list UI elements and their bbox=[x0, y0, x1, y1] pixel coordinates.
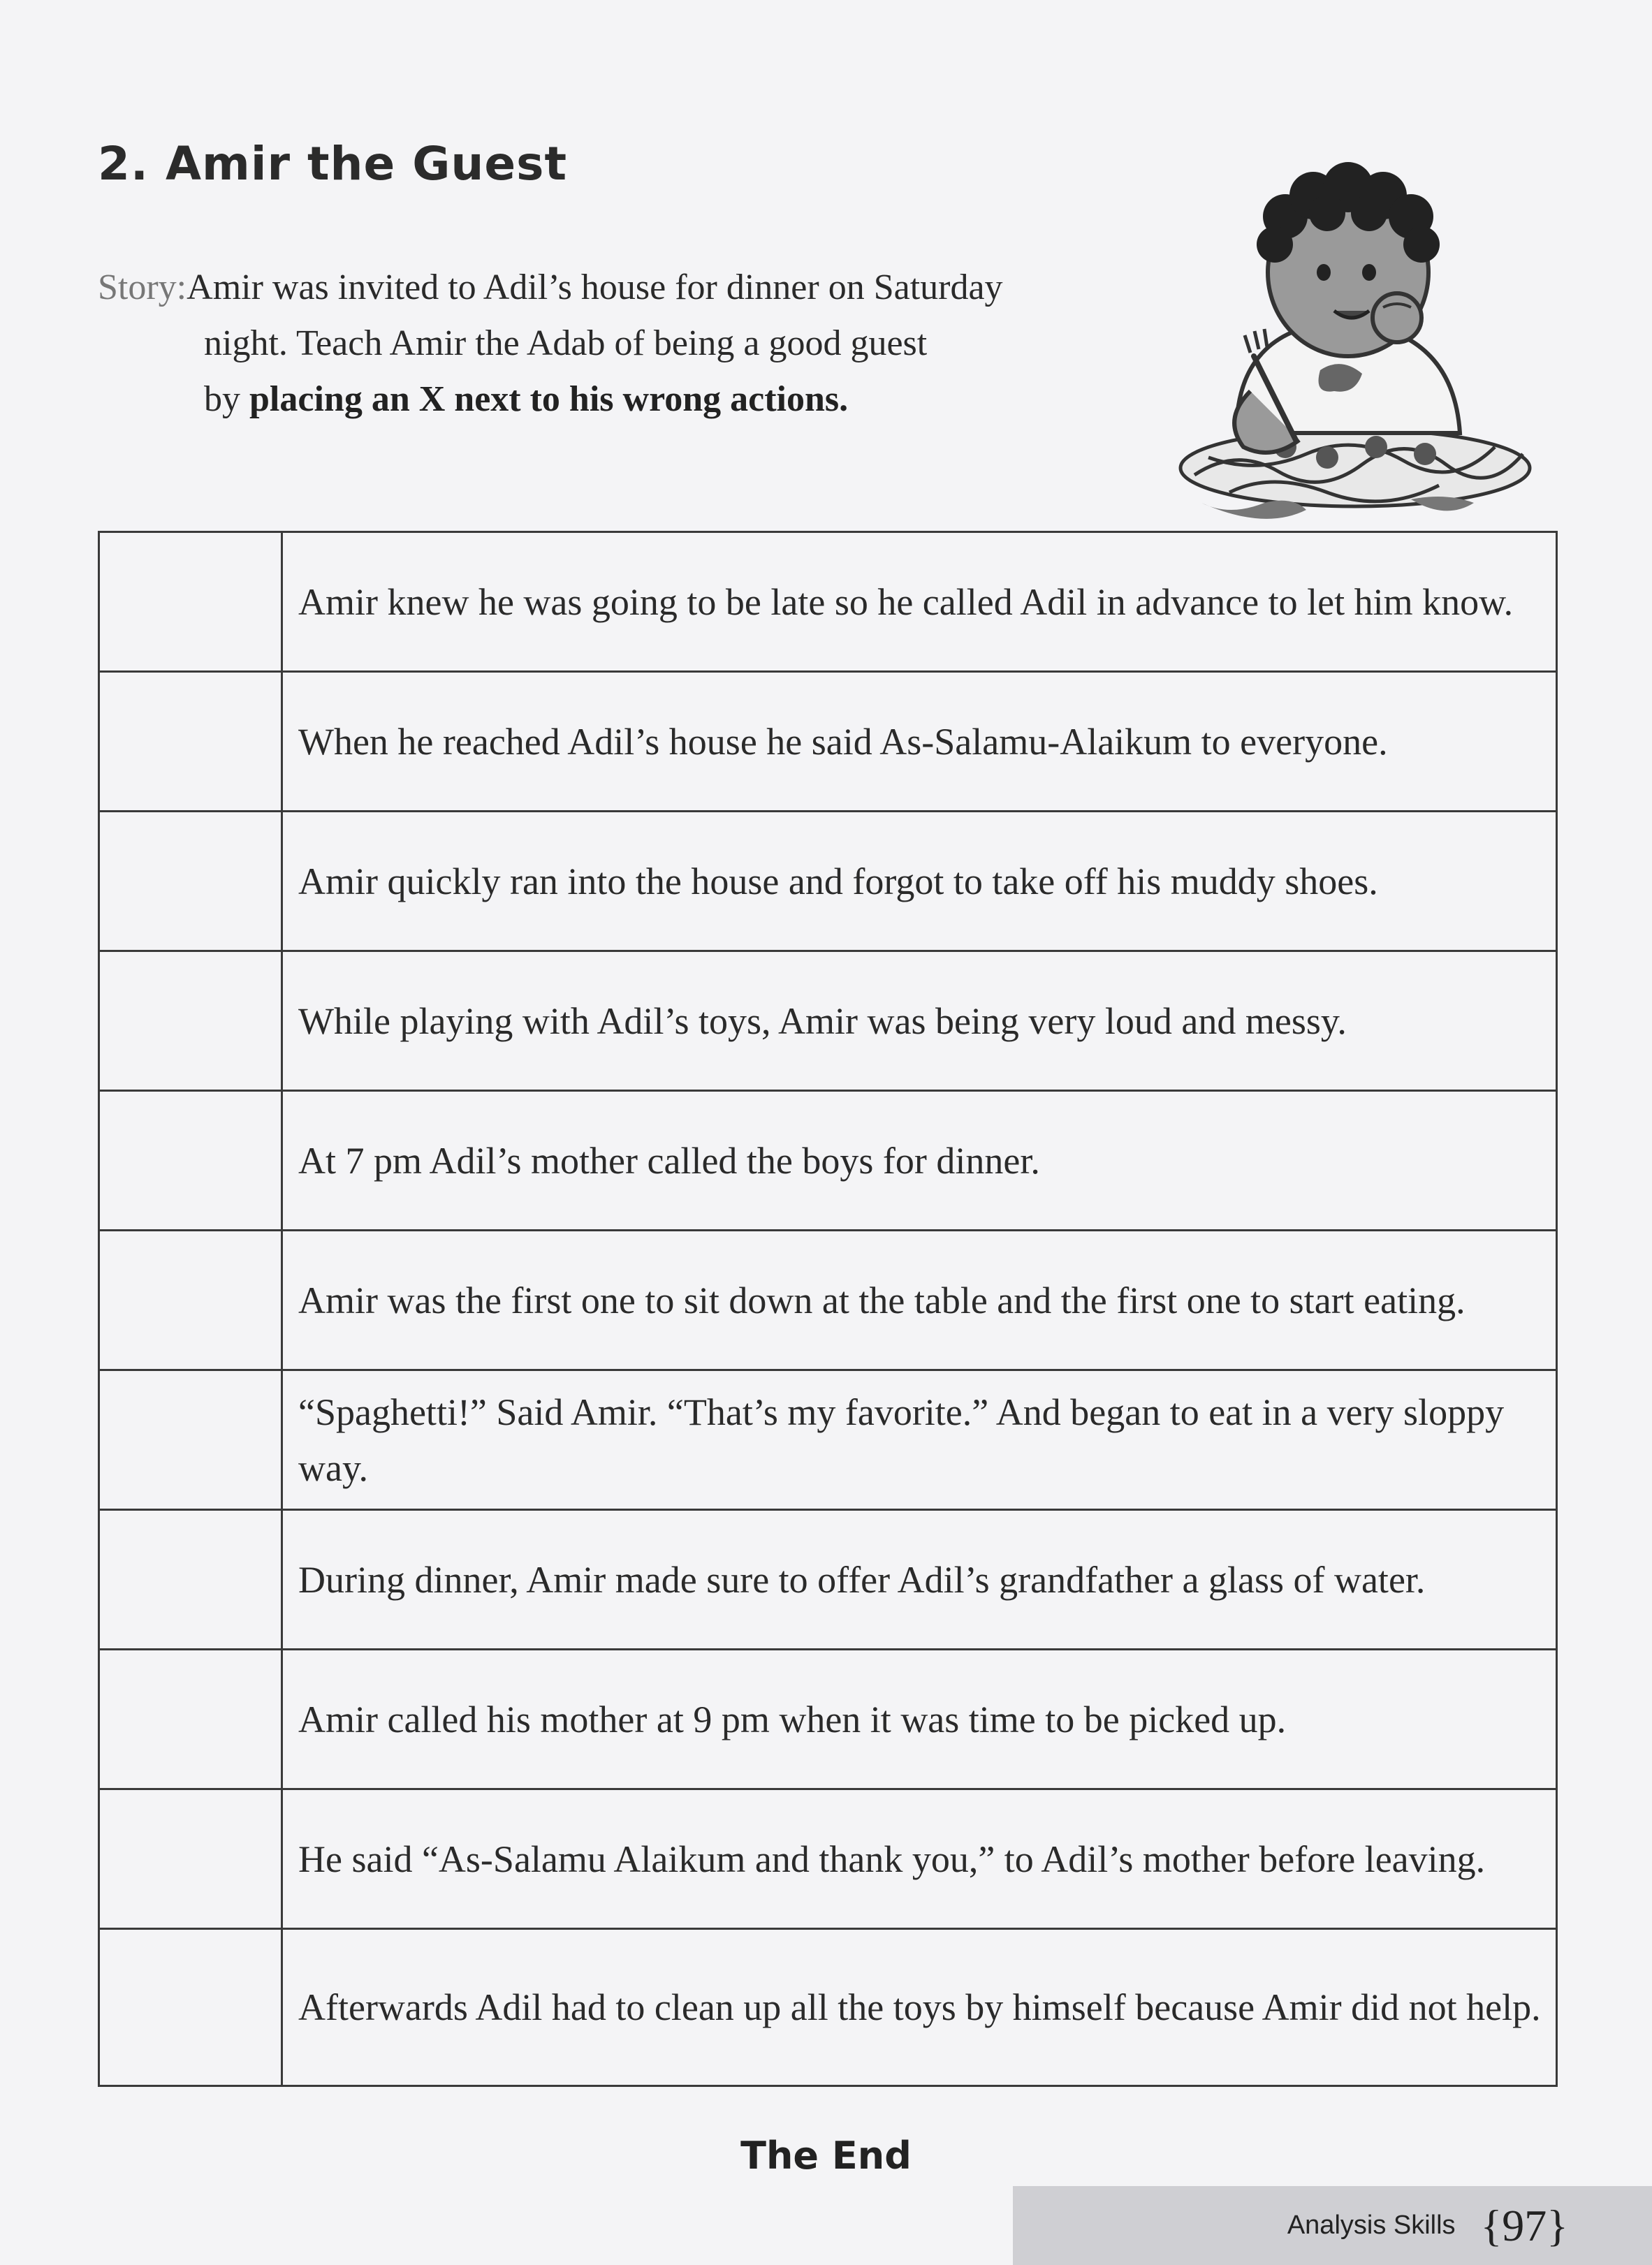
boy-eating-spaghetti-icon bbox=[1146, 140, 1551, 531]
story-line-2 bbox=[98, 316, 1187, 372]
table-row bbox=[99, 1929, 1557, 2086]
action-text: Amir knew he was going to be late so he called Adil in advance to let him know. bbox=[282, 532, 1557, 672]
checkbox-cell[interactable] bbox=[99, 672, 282, 812]
action-text: “Spaghetti!” Said Amir. “That’s my favorite.” And began to eat in a very sloppy way. bbox=[282, 1370, 1557, 1510]
action-text: When he reached Adil’s house he said As-Salamu-Alaikum to everyone. bbox=[282, 672, 1557, 812]
table-row bbox=[99, 532, 1557, 672]
checkbox-cell[interactable] bbox=[99, 1231, 282, 1370]
action-text: While playing with Adil’s toys, Amir was being very loud and messy. bbox=[282, 951, 1557, 1091]
table-row bbox=[99, 1091, 1557, 1231]
checkbox-cell[interactable] bbox=[99, 812, 282, 951]
story-text-2: night. Teach Amir the Adab of being a good guest bbox=[204, 323, 928, 363]
story-text-1: Amir was invited to Adil’s house for dinner on Saturday bbox=[187, 267, 1003, 307]
checkbox-cell[interactable] bbox=[99, 1789, 282, 1929]
table-row bbox=[99, 672, 1557, 812]
action-text: Afterwards Adil had to clean up all the toys by himself because Amir did not help. bbox=[282, 1929, 1557, 2086]
action-text: Amir called his mother at 9 pm when it was time to be picked up. bbox=[282, 1650, 1557, 1789]
story-line-1 bbox=[98, 260, 1187, 316]
action-text: Amir quickly ran into the house and forgot to take off his muddy shoes. bbox=[282, 812, 1557, 951]
end-text: The End bbox=[740, 2134, 912, 2178]
table-row bbox=[99, 951, 1557, 1091]
checkbox-cell[interactable] bbox=[99, 1650, 282, 1789]
action-text: Amir was the first one to sit down at the table and the first one to start eating. bbox=[282, 1231, 1557, 1370]
checkbox-cell[interactable] bbox=[99, 1370, 282, 1510]
table-row bbox=[99, 812, 1557, 951]
checkbox-cell[interactable] bbox=[99, 951, 282, 1091]
section-label: Analysis Skills bbox=[1287, 2211, 1456, 2240]
story-label: Story: bbox=[98, 267, 187, 307]
checkbox-cell[interactable] bbox=[99, 1510, 282, 1650]
action-text: He said “As-Salamu Alaikum and thank you,” to Adil’s mother before leaving. bbox=[282, 1789, 1557, 1929]
table-row bbox=[99, 1370, 1557, 1510]
table-row bbox=[99, 1789, 1557, 1929]
story-instructions bbox=[98, 260, 1187, 427]
table-row bbox=[99, 1650, 1557, 1789]
page-title: 2. Amir the Guest bbox=[98, 137, 568, 191]
actions-checklist bbox=[98, 531, 1558, 2087]
table-row bbox=[99, 1231, 1557, 1370]
story-text-3-prefix: by bbox=[204, 379, 240, 419]
action-text: During dinner, Amir made sure to offer Adil’s grandfather a glass of water. bbox=[282, 1510, 1557, 1650]
checkbox-cell[interactable] bbox=[99, 532, 282, 672]
checkbox-cell[interactable] bbox=[99, 1929, 282, 2086]
story-line-3 bbox=[98, 372, 1187, 427]
story-instruction-bold: placing an X next to his wrong actions. bbox=[249, 379, 849, 419]
action-text: At 7 pm Adil’s mother called the boys for dinner. bbox=[282, 1091, 1557, 1231]
checkbox-cell[interactable] bbox=[99, 1091, 282, 1231]
page-number: {97} bbox=[1480, 2200, 1568, 2250]
table-row bbox=[99, 1510, 1557, 1650]
page-footer bbox=[1013, 2186, 1652, 2265]
